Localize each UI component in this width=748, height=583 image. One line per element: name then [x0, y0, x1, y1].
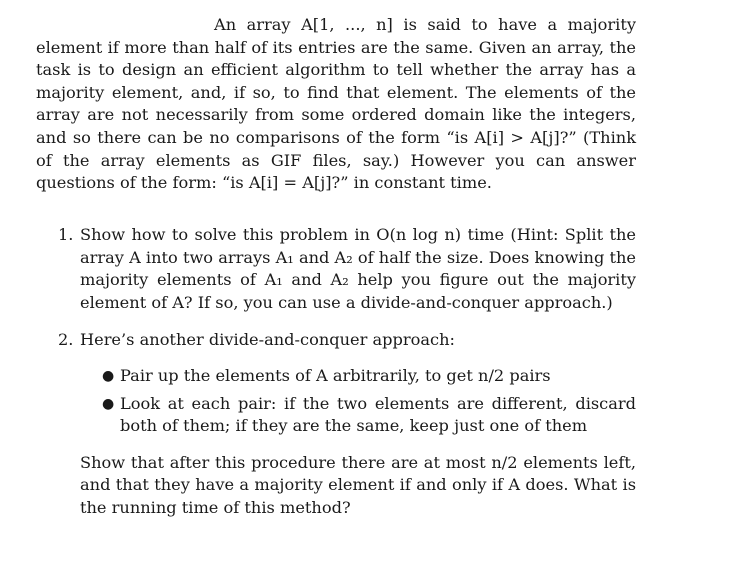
- problem-list: [58, 224, 636, 520]
- intro-paragraph: An array A[1, ..., n] is said to have a majority element if more than half of its entries are the same. Given an array, the task is to design an efficient algorithm to tell whether the array has a majority element, and, if so, to find that element. The elements of the array are not necessarily from some ordered domain like the integers, and so there can be no comparisons of the form “is A[i] > A[j]?” (Think of the array elements as GIF files, say.) However you can answer questions of the form: “is A[i] = A[j]?” in constant time.: [36, 15, 636, 193]
- bullet-item: [80, 393, 636, 438]
- bullet-icon: ●: [102, 395, 115, 412]
- item-number: 2.: [58, 330, 74, 350]
- list-item: [58, 224, 636, 314]
- item-text: Show how to solve this problem in O(n log n) time (Hint: Split the array A into two arrays A₁ and A₂ of half the size. Does knowing the majority elements of A₁ and A₂ help you figure out the majority element of A? If so, you can use a divide-and-conquer approach.): [80, 225, 636, 312]
- item-number: 1.: [58, 225, 74, 244]
- list-item: [58, 329, 636, 519]
- bullet-item: [80, 365, 636, 388]
- bullet-icon: ●: [102, 367, 115, 384]
- bullet-list: [80, 365, 636, 438]
- bullet-text: Pair up the elements of A arbitrarily, to get n/2 pairs: [120, 365, 551, 385]
- bullet-text: Look at each pair: if the two elements are different, discard both of them; if they are the same, keep just one of them: [120, 393, 636, 436]
- item-text: Here’s another divide-and-conquer approach:: [80, 330, 455, 350]
- followup-paragraph: Show that after this procedure there are at most n/2 elements left, and that they have a majority element if and only if A does. What is the running time of this method?: [80, 452, 636, 517]
